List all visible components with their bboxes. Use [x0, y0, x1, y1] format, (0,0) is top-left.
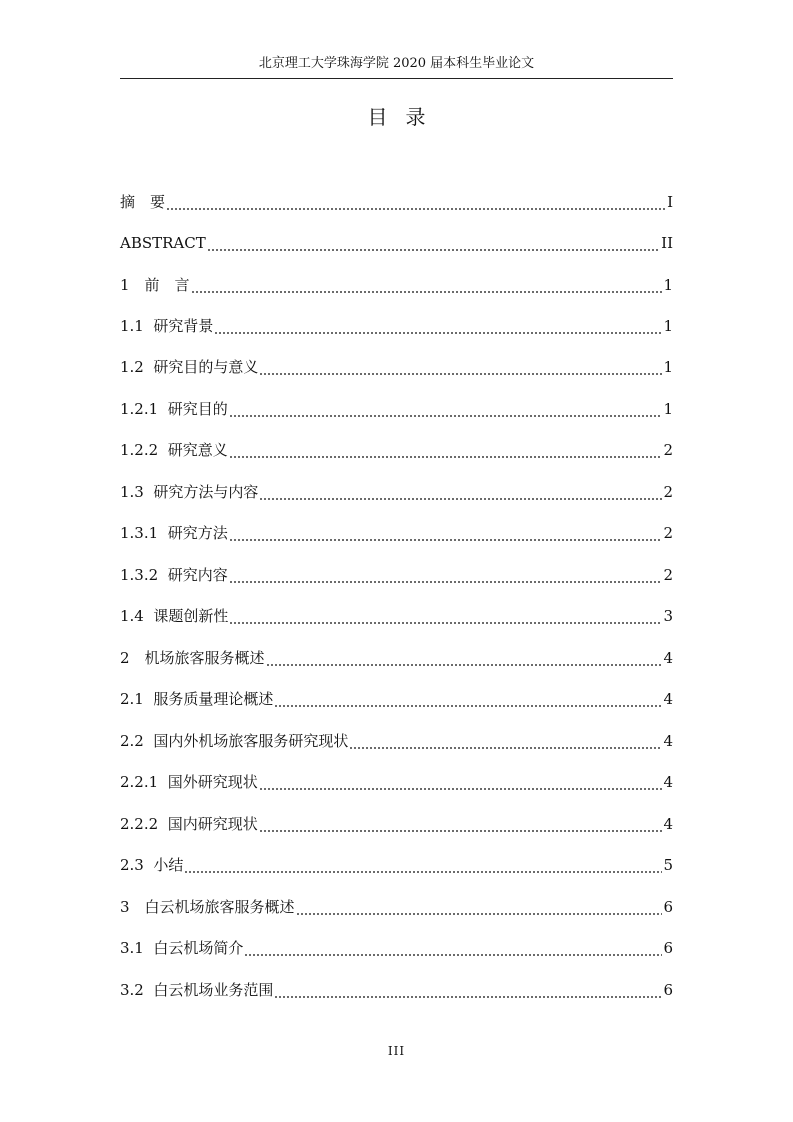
toc-entry-page: 1 — [663, 276, 673, 294]
toc-entry[interactable] — [120, 521, 673, 543]
toc-entry[interactable] — [120, 273, 673, 295]
toc-entry-page: II — [661, 234, 673, 252]
toc-entry[interactable] — [120, 895, 673, 917]
toc-entry-label: 1.3 研究方法与内容 — [120, 483, 259, 501]
toc-entry[interactable] — [120, 190, 673, 212]
toc-entry-page: 4 — [663, 773, 673, 791]
toc-entry[interactable] — [120, 812, 673, 834]
toc-entry-label: 2.3 小结 — [120, 856, 184, 874]
toc-entry[interactable] — [120, 978, 673, 1000]
dot-leader — [229, 565, 663, 585]
toc-entry-label: 1.3.1 研究方法 — [120, 524, 228, 542]
toc-entry-page: 3 — [663, 607, 673, 625]
toc-entry-page: 4 — [663, 815, 673, 833]
header-divider — [120, 78, 673, 79]
dot-leader — [259, 357, 662, 377]
dot-leader — [244, 938, 662, 958]
toc-entry-page: 2 — [663, 441, 673, 459]
toc-entry[interactable] — [120, 770, 673, 792]
toc-entry-label: 3.1 白云机场简介 — [120, 939, 244, 957]
toc-entry-label: 2.2 国内外机场旅客服务研究现状 — [120, 732, 349, 750]
dot-leader — [349, 731, 662, 751]
dot-leader — [274, 689, 662, 709]
dot-leader — [259, 814, 663, 834]
page-number: III — [387, 1044, 406, 1058]
toc-entry[interactable] — [120, 397, 673, 419]
toc-entry-label: 1 前 言 — [120, 276, 190, 294]
toc-entry[interactable] — [120, 314, 673, 336]
dot-leader — [184, 855, 662, 875]
toc-entry-label: 2.2.2 国内研究现状 — [120, 815, 258, 833]
toc-entry-label: 2.1 服务质量理论概述 — [120, 690, 274, 708]
dot-leader — [214, 316, 662, 336]
toc-entry-label: 1.2.1 研究目的 — [120, 400, 228, 418]
toc-title-part1: 目 — [367, 105, 388, 129]
toc-entry-page: 2 — [663, 566, 673, 584]
toc-entry-page: 1 — [663, 317, 673, 335]
toc-entry-page: 4 — [663, 649, 673, 667]
toc-entry-page: 1 — [663, 400, 673, 418]
dot-leader — [274, 980, 662, 1000]
toc-entry[interactable] — [120, 480, 673, 502]
dot-leader — [229, 606, 662, 626]
toc-entry-label: 1.4 课题创新性 — [120, 607, 229, 625]
toc-entry-page: 1 — [663, 358, 673, 376]
toc-entry-label: 3.2 白云机场业务范围 — [120, 981, 274, 999]
dot-leader — [229, 399, 663, 419]
toc-title — [120, 104, 673, 130]
toc-entry[interactable] — [120, 687, 673, 709]
toc-entry-page: 2 — [663, 483, 673, 501]
dot-leader — [266, 648, 663, 668]
toc-entry-page: 2 — [663, 524, 673, 542]
dot-leader — [191, 275, 663, 295]
dot-leader — [166, 192, 666, 212]
dot-leader — [296, 897, 663, 917]
toc-entry-page: 6 — [663, 939, 673, 957]
toc-entry-label: 摘 要 — [120, 193, 166, 211]
toc-entry-label: 1.2.2 研究意义 — [120, 441, 228, 459]
toc-entry-page: 4 — [663, 690, 673, 708]
running-header: 北京理工大学珠海学院 2020 届本科生毕业论文 — [258, 56, 535, 71]
toc-entry-page: I — [667, 193, 673, 211]
toc-entry[interactable] — [120, 438, 673, 460]
dot-leader — [229, 440, 663, 460]
toc-entry-page: 6 — [663, 981, 673, 999]
toc-entry-page: 6 — [663, 898, 673, 916]
toc-entry-label: 2.2.1 国外研究现状 — [120, 773, 258, 791]
dot-leader — [259, 482, 662, 502]
toc-entry-label: 1.2 研究目的与意义 — [120, 358, 259, 376]
toc-entry-page: 5 — [663, 856, 673, 874]
toc-entry-label: 3 白云机场旅客服务概述 — [120, 898, 295, 916]
dot-leader — [259, 772, 663, 792]
toc-entry-page: 4 — [663, 732, 673, 750]
dot-leader — [207, 233, 660, 253]
toc-entry[interactable] — [120, 729, 673, 751]
toc-entry[interactable] — [120, 231, 673, 253]
toc-entry[interactable] — [120, 355, 673, 377]
toc-entry[interactable] — [120, 563, 673, 585]
toc-entry-label: 1.3.2 研究内容 — [120, 566, 228, 584]
toc-entry-label: 1.1 研究背景 — [120, 317, 214, 335]
toc-entry[interactable] — [120, 646, 673, 668]
toc-entry-label: 2 机场旅客服务概述 — [120, 649, 265, 667]
toc-entry[interactable] — [120, 936, 673, 958]
dot-leader — [229, 523, 663, 543]
toc-title-part2: 录 — [405, 105, 426, 129]
toc-entry-label: ABSTRACT — [120, 234, 206, 252]
toc-entry[interactable] — [120, 604, 673, 626]
toc-entry[interactable] — [120, 853, 673, 875]
